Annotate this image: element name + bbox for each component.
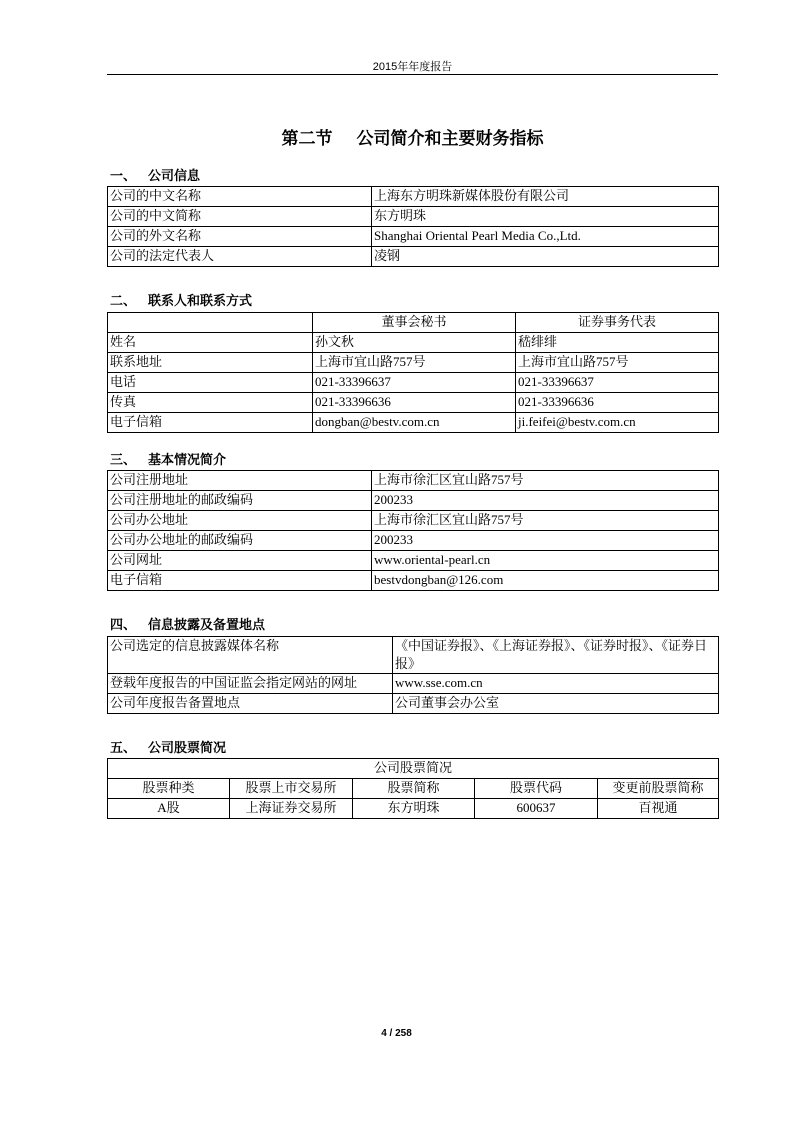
table-cell: 上海市徐汇区宜山路757号 bbox=[372, 471, 719, 491]
table-row bbox=[108, 187, 719, 207]
table-row bbox=[108, 247, 719, 267]
table-cell: 姓名 bbox=[108, 333, 313, 353]
table-cell: 021-33396637 bbox=[516, 373, 719, 393]
table-cell: 变更前股票简称 bbox=[598, 779, 719, 799]
table-row bbox=[108, 353, 719, 373]
heading-contacts bbox=[110, 290, 252, 309]
table-cell: 021-33396637 bbox=[313, 373, 516, 393]
table-cell: 公司年度报告备置地点 bbox=[108, 694, 393, 714]
table-cell: bestvdongban@126.com bbox=[372, 571, 719, 591]
table-row bbox=[108, 471, 719, 491]
page-number: 4 / 258 bbox=[381, 1028, 412, 1039]
table-cell: 百视通 bbox=[598, 799, 719, 819]
table-cell: 公司的外文名称 bbox=[108, 227, 372, 247]
heading-number: 四、 bbox=[110, 617, 137, 632]
table-row bbox=[108, 779, 719, 799]
table-cell: 上海证券交易所 bbox=[230, 799, 353, 819]
table-row bbox=[108, 674, 719, 694]
table-cell: 股票上市交易所 bbox=[230, 779, 353, 799]
company-info-table bbox=[107, 186, 719, 267]
table-row bbox=[108, 571, 719, 591]
table-row bbox=[108, 393, 719, 413]
heading-stock bbox=[110, 737, 226, 756]
table-cell: 股票简称 bbox=[353, 779, 475, 799]
table-cell: 联系地址 bbox=[108, 353, 313, 373]
table-cell: 上海市宜山路757号 bbox=[516, 353, 719, 373]
table-cell: 股票代码 bbox=[475, 779, 598, 799]
table-cell: 公司注册地址的邮政编码 bbox=[108, 491, 372, 511]
table-cell: 200233 bbox=[372, 531, 719, 551]
table-cell bbox=[108, 313, 313, 333]
table-cell: 公司的法定代表人 bbox=[108, 247, 372, 267]
table-row bbox=[108, 227, 719, 247]
section-number: 第二节 bbox=[281, 129, 333, 148]
contacts-table bbox=[107, 312, 719, 433]
table-cell: 东方明珠 bbox=[353, 799, 475, 819]
table-cell: 公司董事会办公室 bbox=[393, 694, 719, 714]
table-cell: 公司办公地址的邮政编码 bbox=[108, 531, 372, 551]
table-cell: 公司注册地址 bbox=[108, 471, 372, 491]
table-row bbox=[108, 511, 719, 531]
table-row bbox=[108, 333, 719, 353]
table-cell: 凌钢 bbox=[372, 247, 719, 267]
table-cell: 公司的中文名称 bbox=[108, 187, 372, 207]
table-cell: 公司网址 bbox=[108, 551, 372, 571]
heading-number: 一、 bbox=[110, 168, 137, 183]
table-cell: 上海东方明珠新媒体股份有限公司 bbox=[372, 187, 719, 207]
table-cell: 上海市宜山路757号 bbox=[313, 353, 516, 373]
table-cell: Shanghai Oriental Pearl Media Co.,Ltd. bbox=[372, 227, 719, 247]
section-title: 公司简介和主要财务指标 bbox=[356, 129, 544, 148]
table-row bbox=[108, 313, 719, 333]
heading-disclosure bbox=[110, 614, 265, 633]
table-cell: 公司办公地址 bbox=[108, 511, 372, 531]
heading-number: 五、 bbox=[110, 740, 137, 755]
table-cell: www.sse.com.cn bbox=[393, 674, 719, 694]
table-cell: 公司的中文简称 bbox=[108, 207, 372, 227]
table-row bbox=[108, 373, 719, 393]
table-cell: 《中国证券报》、《上海证券报》、《证券时报》、《证券日报》 bbox=[393, 637, 719, 674]
stock-table bbox=[107, 758, 719, 819]
heading-text: 公司股票简况 bbox=[148, 740, 227, 755]
table-cell: ji.feifei@bestv.com.cn bbox=[516, 413, 719, 433]
table-cell: 电子信箱 bbox=[108, 413, 313, 433]
page-title bbox=[107, 124, 718, 149]
table-cell: 股票种类 bbox=[108, 779, 230, 799]
heading-basic-info bbox=[110, 449, 226, 468]
heading-number: 二、 bbox=[110, 293, 137, 308]
table-cell: 021-33396636 bbox=[313, 393, 516, 413]
heading-text: 信息披露及备置地点 bbox=[148, 617, 266, 632]
table-row bbox=[108, 799, 719, 819]
table-cell: 公司股票简况 bbox=[108, 759, 719, 779]
table-row bbox=[108, 413, 719, 433]
table-cell: 登载年度报告的中国证监会指定网站的网址 bbox=[108, 674, 393, 694]
table-cell: 电话 bbox=[108, 373, 313, 393]
table-row bbox=[108, 759, 719, 779]
heading-text: 联系人和联系方式 bbox=[148, 293, 253, 308]
table-cell: 600637 bbox=[475, 799, 598, 819]
table-cell: 证券事务代表 bbox=[516, 313, 719, 333]
table-row bbox=[108, 531, 719, 551]
heading-text: 公司信息 bbox=[148, 168, 201, 183]
table-cell: 200233 bbox=[372, 491, 719, 511]
table-row bbox=[108, 551, 719, 571]
table-cell: A股 bbox=[108, 799, 230, 819]
table-cell: 董事会秘书 bbox=[313, 313, 516, 333]
table-row bbox=[108, 207, 719, 227]
table-cell: 上海市徐汇区宜山路757号 bbox=[372, 511, 719, 531]
heading-text: 基本情况简介 bbox=[148, 452, 227, 467]
table-cell: 东方明珠 bbox=[372, 207, 719, 227]
heading-number: 三、 bbox=[110, 452, 137, 467]
table-row bbox=[108, 491, 719, 511]
header-divider bbox=[107, 74, 718, 75]
table-cell: 传真 bbox=[108, 393, 313, 413]
disclosure-table bbox=[107, 636, 719, 714]
table-cell: 电子信箱 bbox=[108, 571, 372, 591]
heading-company-info bbox=[110, 165, 200, 184]
page-header: 2015年年度报告 bbox=[372, 61, 453, 73]
table-cell: 孙文秋 bbox=[313, 333, 516, 353]
table-cell: www.oriental-pearl.cn bbox=[372, 551, 719, 571]
table-cell: 嵇绯绯 bbox=[516, 333, 719, 353]
table-row bbox=[108, 637, 719, 674]
table-cell: dongban@bestv.com.cn bbox=[313, 413, 516, 433]
table-cell: 公司选定的信息披露媒体名称 bbox=[108, 637, 393, 674]
table-cell: 021-33396636 bbox=[516, 393, 719, 413]
basic-info-table bbox=[107, 470, 719, 591]
table-row bbox=[108, 694, 719, 714]
